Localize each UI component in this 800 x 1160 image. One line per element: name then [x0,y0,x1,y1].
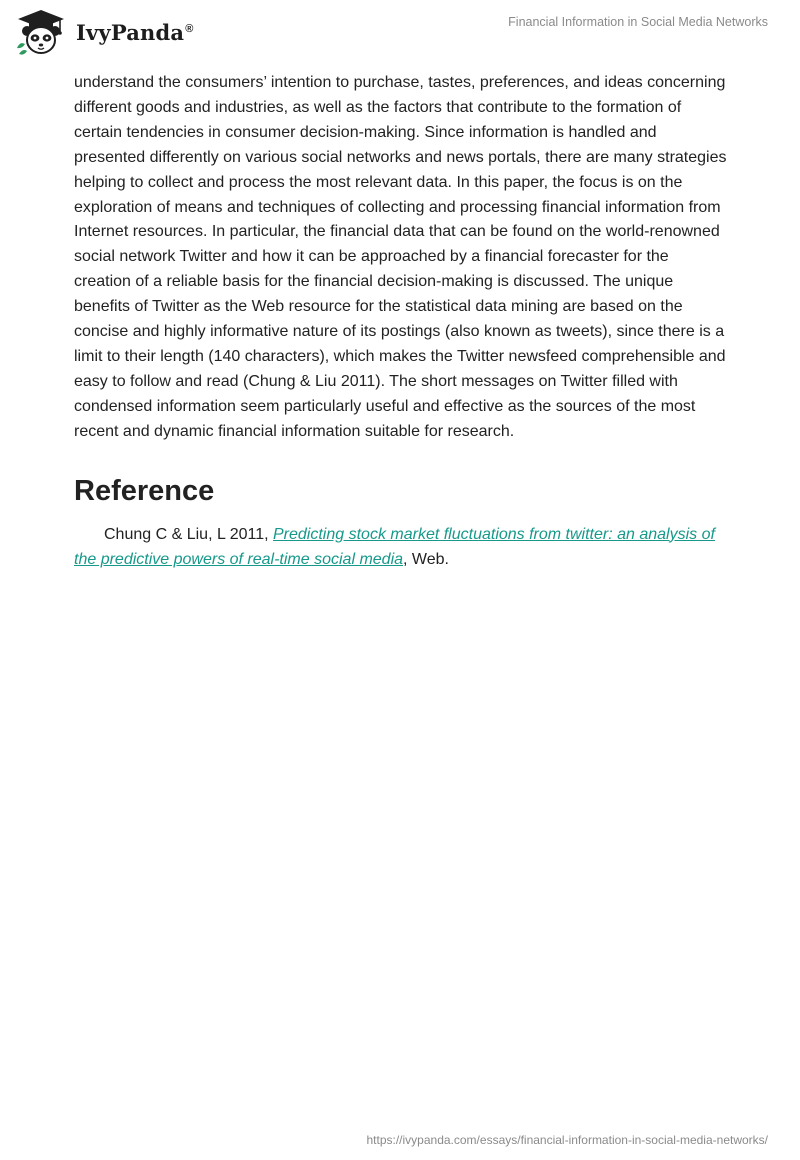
document-title: Financial Information in Social Media Networks [508,15,768,29]
reference-authors: Chung C & Liu, L 2011, [104,525,273,543]
page-header [0,0,800,64]
reference-suffix: , Web. [403,550,449,568]
document-body [74,71,730,572]
ivypanda-logo[interactable] [14,8,194,56]
body-paragraph: understand the consumers’ intention to purchase, tastes, preferences, and ideas concerning different goods and industries, as well as the factors that contribute to the formation of certain tendencies in consumer decision-making. Since information is handled and presented differently on various social networks and news portals, there are many strategies helping to collect and process the most relevant data. In this paper, the focus is on the exploration of means and techniques of collecting and processing financial information from Internet resources. In particular, the financial data that can be found on the world-renowned social network Twitter and how it can be approached by a financial forecaster for the creation of a reliable basis for the financial decision-making is discussed. The unique benefits of Twitter as the Web resource for the statistical data mining are based on the concise and highly informative nature of its postings (also known as tweets), since there is a limit to their length (140 characters), which makes the Twitter newsfeed comprehensible and easy to follow and read (Chung & Liu 2011). The short messages on Twitter filled with condensed information seem particularly useful and effective as the sources of the most recent and dynamic financial information suitable for research. [74,74,727,440]
reference-heading: Reference [74,474,215,507]
footer-url[interactable]: https://ivypanda.com/essays/financial-information-in-social-media-networks/ [366,1133,768,1147]
reference-entry [74,523,730,573]
registered-mark: ® [185,22,194,35]
panda-graduate-icon [14,8,68,56]
brand-name: IvyPanda® [76,19,194,45]
reference-title-link[interactable]: Predicting stock market fluctuations from twitter: an analysis of the predictive powers of real-time social media [74,525,715,568]
